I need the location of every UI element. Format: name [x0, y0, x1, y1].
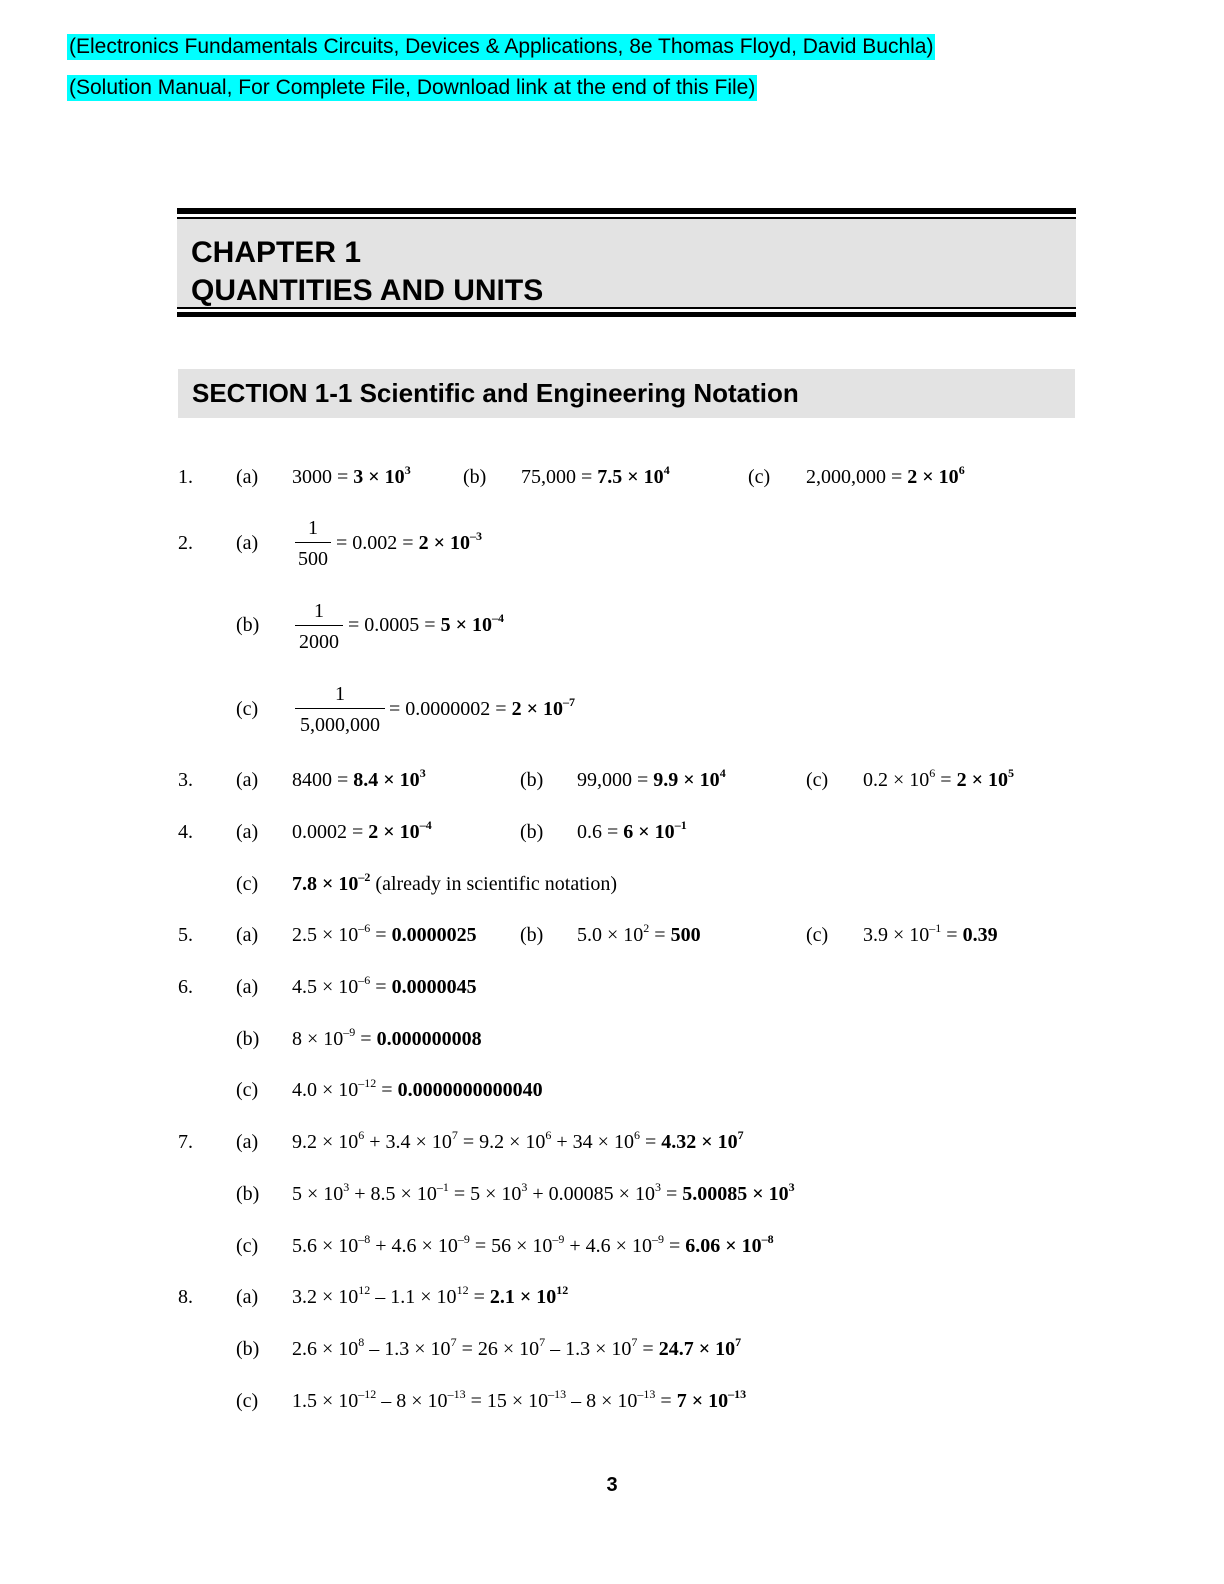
answer-6c: $4.0 \times 10^{-12} = 0.0000000000040$ [292, 1076, 543, 1101]
answer-7c: $5.6 \times 10^{-8} + 4.6 \times 10^{-9} = 56 \times 10^{-9} + 4.6 \times 10^{-9} = 6.06 \times 10^{-8}$ [292, 1232, 774, 1257]
part-label: (a) [236, 769, 259, 791]
problem-number: 7. [178, 1131, 193, 1153]
divider [177, 208, 1076, 214]
part-label: (a) [236, 532, 259, 554]
problem-number: 4. [178, 821, 193, 843]
part-label: (a) [236, 976, 259, 998]
chapter-title: QUANTITIES AND UNITS [191, 274, 544, 307]
chapter-header [177, 208, 1076, 316]
answer-3b: $99,000 = 9.9 \times 10^4$ [577, 766, 726, 791]
answer-6a: $4.5 \times 10^{-6} = 0.0000045$ [292, 973, 477, 998]
part-label: (a) [236, 1286, 259, 1308]
part-label: (c) [236, 698, 259, 720]
part-label: (c) [236, 1079, 259, 1101]
part-label: (a) [236, 821, 259, 843]
answer-5a: $2.5 \times 10^{-6} = 0.0000025$ [292, 921, 477, 946]
answer-4a: $0.0002 = 2 \times 10^{-4}$ [292, 818, 432, 843]
part-label: (c) [236, 1390, 259, 1412]
fraction-2c [295, 682, 385, 737]
answer-6b: $8 \times 10^{-9} = 0.000000008$ [292, 1025, 482, 1050]
section-header [178, 369, 1075, 418]
numerator: 1 [295, 516, 331, 543]
part-label: (b) [520, 924, 544, 946]
part-label: (a) [236, 466, 259, 488]
problem-number: 5. [178, 924, 193, 946]
chapter-shade [177, 219, 1076, 307]
answer-3c: $0.2 \times 10^6 = 2 \times 10^5$ [863, 766, 1014, 791]
fraction-2a [295, 516, 331, 571]
numerator: 1 [295, 682, 385, 709]
part-label: (b) [463, 466, 487, 488]
denominator: 500 [298, 548, 328, 570]
section-title: SECTION 1-1 Scientific and Engineering Notation [192, 378, 799, 408]
denominator: 5,000,000 [300, 714, 380, 736]
chapter-number: CHAPTER 1 [191, 236, 362, 269]
answer-4b: $0.6 = 6 \times 10^{-1}$ [577, 818, 687, 843]
answer-2b: = $0.0005 = 5 \times 10^{-4}$ [348, 611, 504, 636]
numerator: 1 [295, 599, 343, 626]
part-label: (b) [236, 1338, 260, 1360]
answer-1c: $2,000,000 = 2 \times 10^6$ [806, 463, 965, 488]
divider [177, 307, 1076, 309]
part-label: (b) [236, 614, 260, 636]
problem-number: 6. [178, 976, 193, 998]
part-label: (b) [520, 821, 544, 843]
problem-number: 8. [178, 1286, 193, 1308]
answer-5b: $5.0 \times 10^2 = 500$ [577, 921, 701, 946]
fraction-2b [295, 599, 343, 654]
part-label: (c) [806, 924, 829, 946]
answer-7a: $9.2 \times 10^6 + 3.4 \times 10^7 = 9.2 \times 10^6 + 34 \times 10^6 = 4.32 \times 10^7$ [292, 1128, 744, 1153]
part-label: (c) [236, 1235, 259, 1257]
answer-8a: $3.2 \times 10^{12} - 1.1 \times 10^{12} = 2.1 \times 10^{12}$ [292, 1283, 569, 1308]
part-label: (a) [236, 924, 259, 946]
answer-2c: = $0.0000002 = 2 \times 10^{-7}$ [389, 695, 575, 720]
problem-number: 1. [178, 466, 193, 488]
part-label: (b) [236, 1028, 260, 1050]
part-label: (c) [236, 873, 259, 895]
part-label: (a) [236, 1131, 259, 1153]
answer-8b: $2.6 \times 10^8 - 1.3 \times 10^7 = 26 \times 10^7 - 1.3 \times 10^7 = 24.7 \times 10^7$ [292, 1335, 742, 1360]
banner-line-1: (Electronics Fundamentals Circuits, Devices & Applications, 8e Thomas Floyd, David Buchla) [69, 35, 934, 58]
part-label: (b) [236, 1183, 260, 1205]
answer-1a: $3000 = 3 \times 10^3$ [292, 463, 411, 488]
problem-number: 3. [178, 769, 193, 791]
answer-5c: $3.9 \times 10^{-1} = 0.39$ [863, 921, 998, 946]
denominator: 2000 [299, 631, 339, 653]
part-label: (c) [806, 769, 829, 791]
answer-7b: $5 \times 10^3 + 8.5 \times 10^{-1} = 5 \times 10^3 + 0.00085 \times 10^3 = 5.00085 \times 10^3$ [292, 1180, 795, 1205]
answer-1b: $75,000 = 7.5 \times 10^4$ [521, 463, 670, 488]
answer-3a: $8400 = 8.4 \times 10^3$ [292, 766, 426, 791]
banner-line-2: (Solution Manual, For Complete File, Download link at the end of this File) [69, 76, 756, 99]
divider [177, 312, 1076, 317]
page-number: 3 [606, 1474, 618, 1496]
answer-8c: $1.5 \times 10^{-12} - 8 \times 10^{-13} = 15 \times 10^{-13} - 8 \times 10^{-13} = 7 \times 10^{-13}$ [292, 1387, 747, 1412]
answer-2a: = $0.002 = 2 \times 10^{-3}$ [336, 529, 482, 554]
answer-4c: $7.8 \times 10^{-2}$ (already in scientific notation) [292, 870, 617, 895]
problem-number: 2. [178, 532, 193, 554]
part-label: (b) [520, 769, 544, 791]
part-label: (c) [748, 466, 771, 488]
